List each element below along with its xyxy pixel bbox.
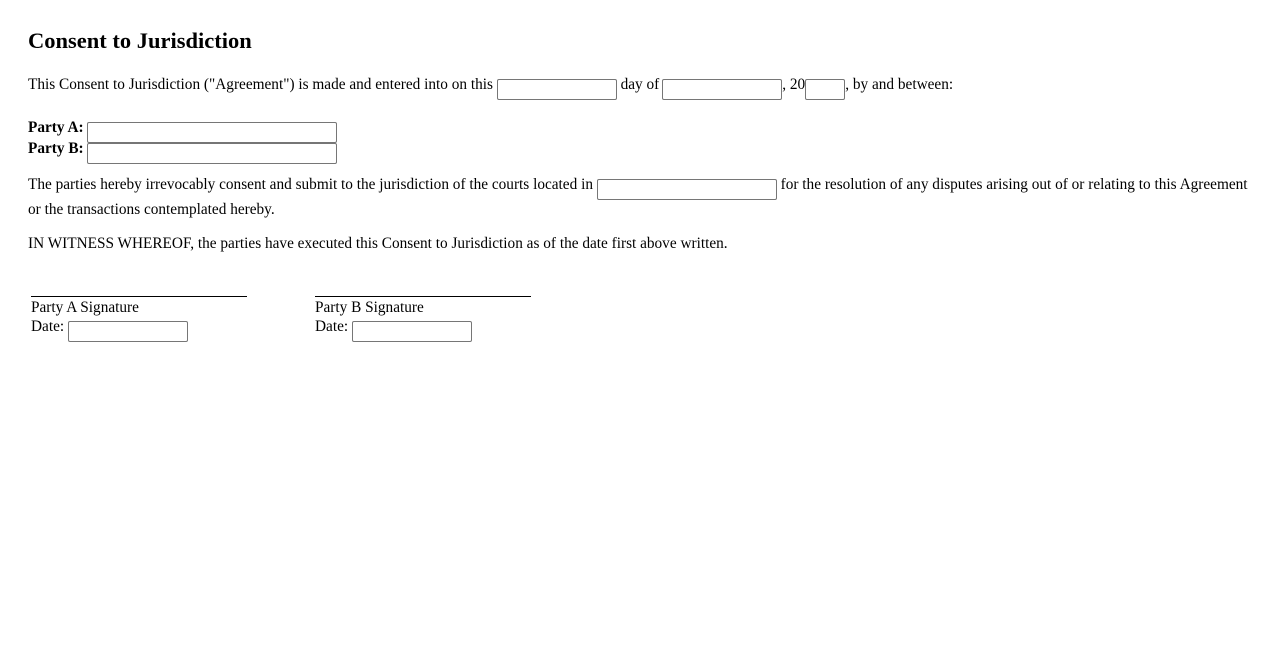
party-a-row	[28, 117, 1250, 138]
intro-text-year-prefix: , 20	[782, 76, 806, 93]
party-b-signature-block	[315, 296, 531, 342]
jurisdiction-text-before: The parties hereby irrevocably consent and submit to the jurisdiction of the courts located in	[28, 176, 593, 193]
year-input[interactable]	[805, 79, 845, 100]
intro-paragraph	[28, 75, 1250, 100]
jurisdiction-text-after: for the resolution of any disputes arising out of or relating to this Agreement or the transactions contemplated hereby.	[28, 176, 1248, 218]
intro-text-before: This Consent to Jurisdiction ("Agreement") is made and entered into on this	[28, 76, 493, 93]
witness-paragraph: IN WITNESS WHEREOF, the parties have executed this Consent to Jurisdiction as of the date first above written.	[28, 235, 728, 252]
party-a-label: Party A:	[28, 119, 84, 136]
party-b-signature-line	[315, 296, 531, 297]
party-a-date-row	[31, 317, 247, 342]
party-b-date-input[interactable]	[352, 321, 472, 342]
parties-section	[28, 117, 1250, 159]
month-input[interactable]	[662, 79, 782, 100]
party-b-date-label: Date:	[315, 318, 349, 335]
party-a-signature-line	[31, 296, 247, 297]
page-title: Consent to Jurisdiction	[28, 28, 252, 53]
jurisdiction-location-input[interactable]	[597, 179, 777, 200]
party-b-signature-label: Party B Signature	[315, 299, 424, 316]
signature-section	[31, 296, 1250, 342]
party-b-date-row	[315, 317, 531, 342]
day-input[interactable]	[497, 79, 617, 100]
party-b-row	[28, 138, 1250, 159]
party-a-signature-block	[31, 296, 247, 342]
party-b-label: Party B:	[28, 140, 84, 157]
jurisdiction-paragraph	[28, 175, 1250, 220]
party-a-date-input[interactable]	[68, 321, 188, 342]
party-a-date-label: Date:	[31, 318, 65, 335]
party-a-signature-label: Party A Signature	[31, 299, 139, 316]
intro-text-day-of: day of	[620, 76, 660, 93]
intro-text-after: , by and between:	[845, 76, 954, 93]
party-b-input[interactable]	[87, 143, 337, 164]
